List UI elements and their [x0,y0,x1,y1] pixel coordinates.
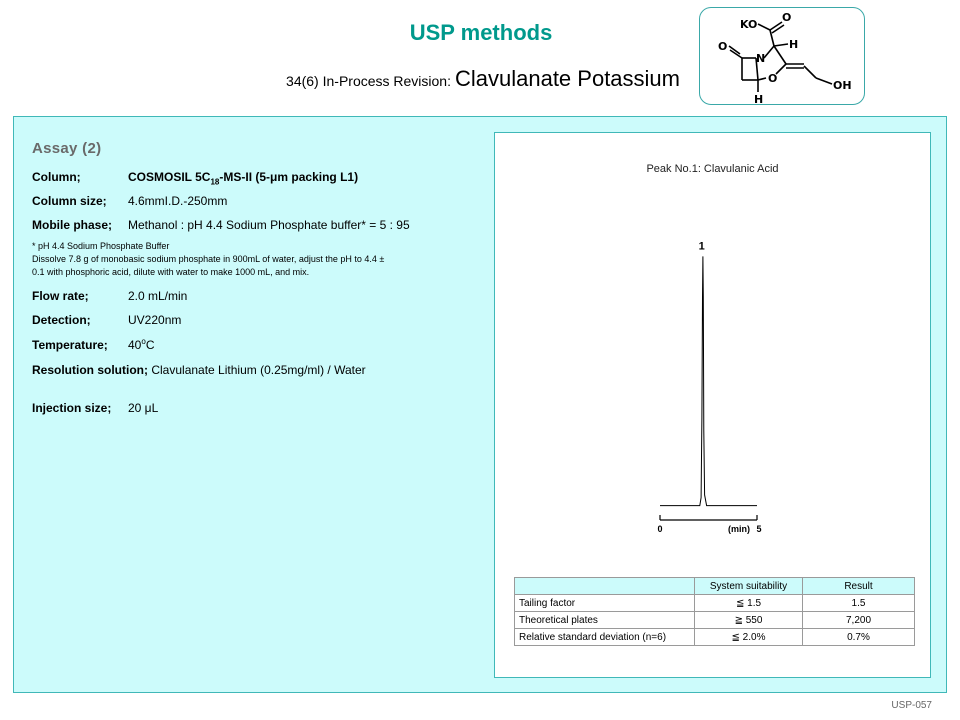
row-criterion: ≦ 1.5 [695,595,803,612]
detection-row [32,313,181,327]
injection-value: 20 μL [128,401,159,415]
x-axis-label: (min) [728,524,750,534]
table-row [515,595,915,612]
chromatogram-trace [660,256,757,505]
structure-o-carbonyl: O [782,11,792,24]
structure-o-ketone: O [718,40,728,53]
row-criterion: ≧ 550 [695,612,803,629]
injection-label: Injection size; [32,401,112,415]
resolution-row [32,361,366,377]
flow-rate-label: Flow rate; [32,289,89,303]
temperature-degree: o [141,337,146,346]
structure-n: N [756,52,766,65]
row-result: 0.7% [803,629,915,646]
results-header-row [515,578,915,595]
flow-rate-value: 2.0 mL/min [128,289,188,303]
results-header-blank [515,578,695,595]
row-label: Tailing factor [515,595,695,612]
chart-axes [660,515,757,520]
buffer-note-line1: * pH 4.4 Sodium Phosphate Buffer [32,241,170,251]
results-header-suitability: System suitability [695,578,803,595]
column-value-pre: COSMOSIL 5C [128,170,211,184]
column-value [128,170,358,186]
results-header-result: Result [803,578,915,595]
subtitle-prefix: 34(6) In-Process Revision: [286,73,451,89]
temperature-number: 40 [128,338,142,352]
assay-title: Assay (2) [32,140,102,157]
subtitle-compound: Clavulanate Potassium [454,66,680,91]
resolution-value: Clavulanate Lithium (0.25mg/ml) / Water [151,363,366,377]
temperature-unit: C [145,338,155,352]
buffer-note [32,240,472,279]
x-tick-label: 5 [756,524,762,534]
detection-label: Detection; [32,313,91,327]
temperature-value [128,337,154,352]
detection-value: UV220nm [128,313,182,327]
buffer-note-line3: 0.1 with phosphoric acid, dilute with water to make 1000 mL, and mix. [32,267,310,277]
temperature-label: Temperature; [32,338,108,352]
column-size-row [32,194,227,208]
chart-labels [657,240,761,534]
column-row [32,170,358,186]
mobile-phase-value: Methanol : pH 4.4 Sodium Phosphate buffer* = 5 : 95 [128,218,410,232]
method-panel [13,116,947,693]
table-row [515,612,915,629]
chemical-structure [699,7,865,105]
column-value-mu: μ [270,170,278,184]
structure-drawing [700,8,866,106]
column-value-end: m packing L1) [277,170,359,184]
temperature-row [32,337,154,352]
injection-row [32,401,158,415]
flow-rate-row [32,289,187,303]
structure-h-top: H [789,38,799,51]
row-result: 1.5 [803,595,915,612]
slide-code: USP-057 [891,700,932,711]
structure-oh: OH [833,79,852,92]
mobile-phase-row [32,218,410,232]
peak-label: 1 [698,240,705,253]
column-size-value: 4.6mmI.D.-250mm [128,194,228,208]
page-title: USP methods [409,20,553,45]
x-tick-label: 0 [657,524,663,534]
column-value-post: -MS-II (5- [219,170,271,184]
row-criterion: ≦ 2.0% [695,629,803,646]
column-label: Column; [32,170,81,184]
chart-title: Peak No.1: Clavulanic Acid [646,163,779,175]
row-result: 7,200 [803,612,915,629]
row-label: Relative standard deviation (n=6) [515,629,695,646]
structure-h-bottom: H [754,93,764,106]
buffer-note-line2: Dissolve 7.8 g of monobasic sodium phosphate in 900mL of water, adjust the pH to 4.4 ± [32,254,385,264]
column-value-sub: 18 [210,177,220,187]
chromatogram [495,133,932,563]
table-row [515,629,915,646]
results-table [514,577,915,646]
page-subtitle [120,66,680,92]
structure-ko: KO [740,18,758,31]
mobile-phase-label: Mobile phase; [32,218,113,232]
structure-o-ring: O [768,72,778,85]
resolution-label: Resolution solution; [32,363,148,377]
chromatogram-panel [494,132,931,678]
column-size-label: Column size; [32,194,107,208]
row-label: Theoretical plates [515,612,695,629]
